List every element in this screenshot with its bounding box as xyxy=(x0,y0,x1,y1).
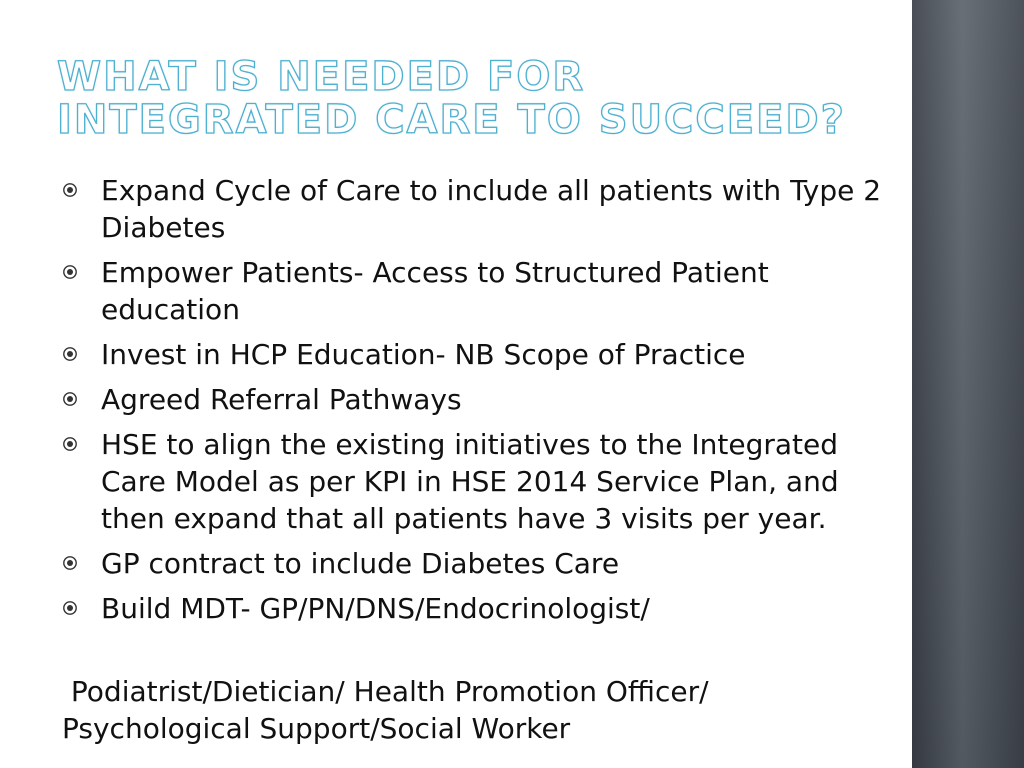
bullet-text: Agreed Referral Pathways xyxy=(101,383,462,416)
bullet-text: HSE to align the existing initiatives to the Integrated Care Model as per KPI in HSE 2014 Service Plan, and then expand that all patients have 3 visits per year. xyxy=(101,428,839,535)
bullet-item xyxy=(62,172,892,246)
bullet-item xyxy=(62,426,892,537)
bullet-item xyxy=(62,254,892,328)
bullet-list xyxy=(62,172,892,635)
decorative-side-panel xyxy=(912,0,1024,768)
circled-dot-icon xyxy=(62,555,78,571)
circled-dot-icon xyxy=(62,600,78,616)
bullet-text: Empower Patients- Access to Structured Patient education xyxy=(101,256,769,326)
bullet-text: Expand Cycle of Care to include all patients with Type 2 Diabetes xyxy=(101,174,882,244)
bullet-text: Invest in HCP Education- NB Scope of Practice xyxy=(101,338,746,371)
slide-title: WHAT IS NEEDED FOR INTEGRATED CARE TO SUCCEED? xyxy=(57,54,846,143)
bullet-text: Build MDT- GP/PN/DNS/Endocrinologist/ xyxy=(101,592,650,625)
circled-dot-icon xyxy=(62,182,78,198)
bullet-item xyxy=(62,336,892,373)
circled-dot-icon xyxy=(62,391,78,407)
bullet-text: GP contract to include Diabetes Care xyxy=(101,547,620,580)
circled-dot-icon xyxy=(62,346,78,362)
continuation-text: Podiatrist/Dietician/ Health Promotion Officer/ Psychological Support/Social Worker xyxy=(62,675,718,745)
circled-dot-icon xyxy=(62,264,78,280)
circled-dot-icon xyxy=(62,436,78,452)
bullet-item xyxy=(62,545,892,582)
bullet-item xyxy=(62,590,892,627)
bullet-item xyxy=(62,381,892,418)
